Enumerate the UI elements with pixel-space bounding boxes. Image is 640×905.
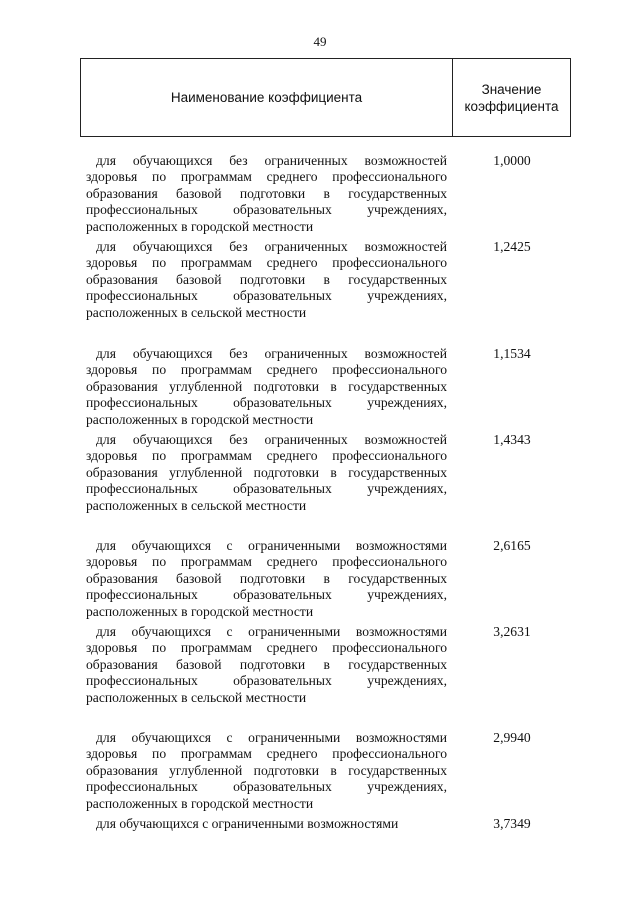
coefficient-value: 1,0000 [493, 153, 531, 168]
coefficient-value: 1,2425 [493, 239, 531, 254]
coefficient-value: 1,4343 [493, 432, 531, 447]
coefficient-description: для обучающихся с ограниченными возможностями здоровья по программам среднего профессионального образования углубленной подготовки в государственных профессиональных образовательных учреждениях, расположенных в городской местности [86, 730, 447, 811]
coefficient-description: для обучающихся без ограниченных возможностей здоровья по программам среднего профессионального образования углубленной подготовки в государственных профессиональных образовательных учреждениях, расположенных в городской местности [86, 346, 447, 427]
coefficient-value: 3,7349 [493, 816, 531, 831]
coefficient-value: 1,1534 [493, 346, 531, 361]
coefficient-description: для обучающихся с ограниченными возможностями [96, 816, 399, 831]
coefficient-value: 3,2631 [493, 624, 531, 639]
header-coefficient-name: Наименование коэффициента [81, 59, 453, 136]
coefficient-value: 2,9940 [493, 730, 531, 745]
page-number: 49 [313, 34, 327, 49]
coefficient-description: для обучающихся без ограниченных возможностей здоровья по программам среднего профессионального образования углубленной подготовки в государственных профессиональных образовательных учреждениях, расположенных в сельской местности [86, 432, 447, 513]
coefficient-value: 2,6165 [493, 538, 531, 553]
coefficient-description: для обучающихся без ограниченных возможностей здоровья по программам среднего профессионального образования базовой подготовки в государственных профессиональных образовательных учреждениях, расположенных в городской местности [86, 153, 447, 234]
coefficient-description: для обучающихся с ограниченными возможностями здоровья по программам среднего профессионального образования базовой подготовки в государственных профессиональных образовательных учреждениях, расположенных в сельской местности [86, 624, 447, 705]
coefficient-description: для обучающихся с ограниченными возможностями здоровья по программам среднего профессионального образования базовой подготовки в государственных профессиональных образовательных учреждениях, расположенных в городской местности [86, 538, 447, 619]
header-coefficient-value: Значение коэффициента [464, 81, 559, 114]
coefficient-description: для обучающихся без ограниченных возможностей здоровья по программам среднего профессионального образования базовой подготовки в государственных профессиональных образовательных учреждениях, расположенных в сельской местности [86, 239, 447, 320]
